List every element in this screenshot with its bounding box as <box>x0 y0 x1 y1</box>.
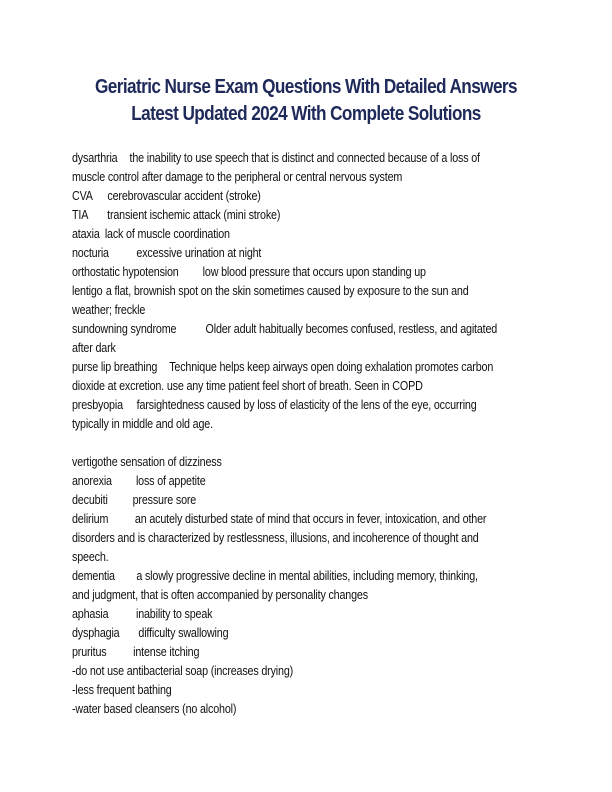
glossary-definition-continued: weather; freckle <box>72 303 146 317</box>
glossary-entry-lentigo <box>72 282 536 320</box>
document-title <box>77 74 535 128</box>
glossary-definition: Older adult habitually becomes confused, restless, and agitated <box>205 322 498 336</box>
glossary-definition: inability to speak <box>135 607 213 621</box>
glossary-definition: lack of muscle coordination <box>104 227 230 241</box>
glossary-definition-continued: typically in middle and old age. <box>72 417 213 431</box>
glossary-definition: Technique helps keep airways open doing exhalation promotes carbon <box>169 360 494 374</box>
glossary-term: pruritus <box>72 645 107 659</box>
glossary-definition-continued: and judgment, that is often accompanied by personality changes <box>72 588 368 602</box>
glossary-entry-orthostatic-hypotension <box>72 263 536 282</box>
glossary-definition: pressure sore <box>132 493 197 507</box>
glossary-entry-decubiti <box>72 491 536 510</box>
glossary-definition: transient ischemic attack (mini stroke) <box>107 208 281 222</box>
care-note: -water based cleansers (no alcohol) <box>72 702 237 716</box>
glossary-definition: excessive urination at night <box>136 246 262 260</box>
glossary-entry-purse-lip-breathing <box>72 358 536 396</box>
glossary-entry-dysarthria <box>72 149 536 187</box>
glossary-entry-tia <box>72 206 536 225</box>
glossary-term: aphasia <box>72 607 109 621</box>
glossary-term: lentigo <box>72 284 103 298</box>
glossary-definition: a flat, brownish spot on the skin sometimes caused by exposure to the sun and <box>105 284 469 298</box>
glossary-entry-anorexia <box>72 472 536 491</box>
glossary-term: sundowning syndrome <box>72 322 177 336</box>
glossary-entry-pruritus <box>72 643 536 662</box>
glossary-term: presbyopia <box>72 398 123 412</box>
glossary-entry-presbyopia <box>72 396 536 434</box>
glossary-term: dysarthria <box>72 151 118 165</box>
glossary-entry-ataxia <box>72 225 536 244</box>
glossary-entry-dementia <box>72 567 536 605</box>
title-line-1: Geriatric Nurse Exam Questions With Detailed Answers <box>95 76 517 98</box>
glossary-term: vertigo <box>72 455 104 469</box>
glossary-definition-continued: disorders and is characterized by restlessness, illusions, and incoherence of thought and <box>72 531 479 545</box>
glossary-entry-dysphagia <box>72 624 536 643</box>
glossary-definition-continued: after dark <box>72 341 116 355</box>
glossary-definition: cerebrovascular accident (stroke) <box>107 189 261 203</box>
glossary-definition: low blood pressure that occurs upon standing up <box>202 265 426 279</box>
glossary-definition: a slowly progressive decline in mental abilities, including memory, thinking, <box>136 569 478 583</box>
glossary-definition: loss of appetite <box>135 474 206 488</box>
glossary-term: purse lip breathing <box>72 360 158 374</box>
glossary-entry-vertigo <box>72 453 536 472</box>
glossary-definition: an acutely disturbed state of mind that occurs in fever, intoxication, and other <box>134 512 487 526</box>
glossary-entry-delirium <box>72 510 536 567</box>
glossary-definition-continued: speech. <box>72 550 109 564</box>
glossary-definition: farsightedness caused by loss of elasticity of the lens of the eye, occurring <box>136 398 477 412</box>
glossary-term: CVA <box>72 189 93 203</box>
care-note: -do not use antibacterial soap (increases drying) <box>72 664 294 678</box>
glossary-definition: difficulty swallowing <box>138 626 229 640</box>
paragraph-spacer <box>72 434 536 453</box>
glossary-definition-continued: muscle control after damage to the peripheral or central nervous system <box>72 170 403 184</box>
glossary-entry-sundowning-syndrome <box>72 320 536 358</box>
glossary-term: orthostatic hypotension <box>72 265 179 279</box>
glossary-term: ataxia <box>72 227 100 241</box>
glossary-entry-aphasia <box>72 605 536 624</box>
care-note: -less frequent bathing <box>72 683 172 697</box>
glossary-term: dysphagia <box>72 626 120 640</box>
glossary-definition-continued: dioxide at excretion. use any time patient feel short of breath. Seen in COPD <box>72 379 423 393</box>
glossary-entry-cva <box>72 187 536 206</box>
glossary-term: TIA <box>72 208 89 222</box>
title-line-2: Latest Updated 2024 With Complete Solutions <box>131 103 481 125</box>
glossary-definition: intense itching <box>133 645 200 659</box>
glossary-term: anorexia <box>72 474 112 488</box>
glossary-term: nocturia <box>72 246 109 260</box>
glossary-term: dementia <box>72 569 115 583</box>
glossary-body <box>72 149 536 719</box>
glossary-definition: the sensation of dizziness <box>103 455 222 469</box>
glossary-definition: the inability to use speech that is distinct and connected because of a loss of <box>129 151 480 165</box>
glossary-term: decubiti <box>72 493 108 507</box>
glossary-entry-nocturia <box>72 244 536 263</box>
glossary-term: delirium <box>72 512 109 526</box>
